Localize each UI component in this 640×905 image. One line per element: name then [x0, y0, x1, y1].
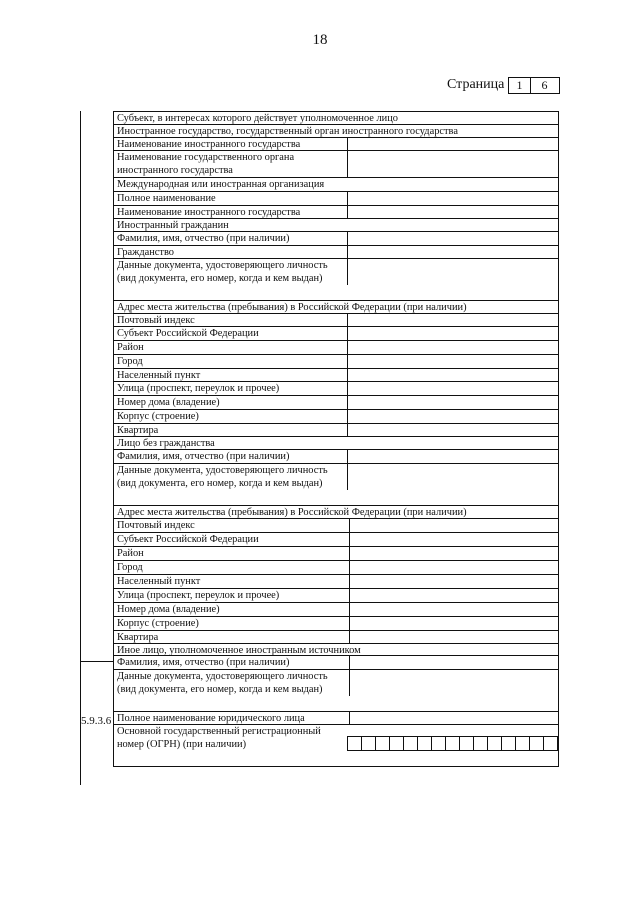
- ogrn-digit-box[interactable]: [487, 736, 502, 751]
- form-row: [113, 313, 559, 326]
- form-row-label: Наименование иностранного государства: [114, 138, 348, 151]
- form-row: [113, 463, 559, 505]
- form-row: [113, 326, 559, 340]
- form-row: [113, 381, 559, 395]
- form-row: [113, 409, 559, 423]
- form-row-label: Корпус (строение): [114, 617, 350, 630]
- form-row-label: Район: [114, 341, 348, 354]
- ogrn-digit-box[interactable]: [417, 736, 432, 751]
- form-row-label: Фамилия, имя, отчество (при наличии): [114, 232, 348, 245]
- ogrn-digit-box[interactable]: [347, 736, 362, 751]
- form-row-label: Фамилия, имя, отчество (при наличии): [114, 656, 350, 669]
- form-row-label: Номер дома (владение): [114, 603, 350, 616]
- form-row: [113, 532, 559, 546]
- form-row-label: Квартира: [114, 424, 348, 437]
- form-row-label: Улица (проспект, переулок и прочее): [114, 382, 348, 395]
- form-row-label: Иностранный гражданин: [117, 220, 229, 231]
- ogrn-digit-box[interactable]: [361, 736, 376, 751]
- form-row-label: Фамилия, имя, отчество (при наличии): [114, 450, 348, 463]
- page-number: 18: [312, 32, 328, 48]
- ogrn-digit-box[interactable]: [529, 736, 544, 751]
- form-row: [113, 258, 559, 300]
- ogrn-digit-box[interactable]: [473, 736, 488, 751]
- code-divider: [81, 661, 114, 662]
- form-row-label: Наименование иностранного государства: [114, 206, 348, 219]
- form-row: [113, 655, 559, 669]
- form-row: [113, 218, 559, 231]
- form-row: [113, 124, 559, 137]
- page-box-2: 6: [530, 77, 560, 94]
- form-row-label: Полное наименование: [114, 192, 348, 205]
- form-row: [113, 588, 559, 602]
- form-row-label: Населенный пункт: [114, 369, 348, 382]
- form-row: [113, 150, 559, 177]
- form-row-label: Населенный пункт: [114, 575, 350, 588]
- form-row-label: Полное наименование юридического лица: [114, 712, 350, 725]
- form-row: [113, 137, 559, 150]
- form-row-label: Субъект Российской Федерации: [114, 533, 350, 546]
- form-row-label: Город: [114, 355, 348, 368]
- form-row-label: Гражданство: [114, 246, 348, 259]
- form-row: [113, 669, 559, 711]
- form-row: [113, 724, 559, 767]
- code-column: [80, 111, 114, 785]
- form-row-label: Международная или иностранная организация: [117, 179, 325, 190]
- ogrn-digit-box[interactable]: [445, 736, 460, 751]
- form-row-label: Данные документа, удостоверяющего личность (вид документа, его номер, когда и кем выдан): [114, 259, 348, 285]
- form-row: [113, 340, 559, 354]
- form-row: [113, 354, 559, 368]
- form-row: [113, 436, 559, 449]
- form-row: [113, 711, 559, 724]
- ogrn-boxes[interactable]: [348, 736, 558, 751]
- ogrn-digit-box[interactable]: [431, 736, 446, 751]
- ogrn-digit-box[interactable]: [515, 736, 530, 751]
- ogrn-digit-box[interactable]: [543, 736, 558, 751]
- form-row-label: Адрес места жительства (пребывания) в Российской Федерации (при наличии): [117, 302, 467, 313]
- form-row-label: Корпус (строение): [114, 410, 348, 423]
- form-row-label: Иностранное государство, государственный орган иностранного государства: [117, 126, 458, 137]
- form-row-label: Город: [114, 561, 350, 574]
- form-row-label: Почтовый индекс: [114, 314, 348, 327]
- form-row-label: Данные документа, удостоверяющего личность (вид документа, его номер, когда и кем выдан): [114, 670, 350, 696]
- form-row: [113, 423, 559, 436]
- form-row: [113, 574, 559, 588]
- form-row: [113, 231, 559, 245]
- form-row-label: Лицо без гражданства: [117, 438, 215, 449]
- ogrn-digit-box[interactable]: [501, 736, 516, 751]
- form-row-label: Основной государственный регистрационный номер (ОГРН) (при наличии): [117, 726, 321, 750]
- form-row-label: Район: [114, 547, 350, 560]
- form-row: [113, 177, 559, 191]
- form-row: [113, 643, 559, 655]
- form-row: [113, 630, 559, 643]
- form-rows: [113, 111, 559, 767]
- form-row: [113, 616, 559, 630]
- page-label: Страница: [447, 77, 505, 92]
- form-row-label: Адрес места жительства (пребывания) в Российской Федерации (при наличии): [117, 507, 467, 518]
- form-row: [113, 505, 559, 518]
- form-row: [113, 191, 559, 205]
- form-row: [113, 560, 559, 574]
- form-row: [113, 111, 559, 124]
- form-row-label: Данные документа, удостоверяющего личность (вид документа, его номер, когда и кем выдан): [114, 464, 348, 490]
- form-row: [113, 602, 559, 616]
- form-row-label: Квартира: [114, 631, 350, 644]
- form-row: [113, 546, 559, 560]
- form-row-label: Номер дома (владение): [114, 396, 348, 409]
- page-box-1: 1: [508, 77, 531, 94]
- form-row-label: Улица (проспект, переулок и прочее): [114, 589, 350, 602]
- ogrn-digit-box[interactable]: [459, 736, 474, 751]
- form-row: [113, 449, 559, 463]
- form-row-label: Иное лицо, уполномоченное иностранным источником: [117, 645, 361, 656]
- section-code: 5.9.3.6: [81, 715, 112, 727]
- ogrn-digit-box[interactable]: [403, 736, 418, 751]
- form-row: [113, 395, 559, 409]
- form-row-label: Субъект, в интересах которого действует уполномоченное лицо: [117, 113, 398, 124]
- form-row-label: Субъект Российской Федерации: [114, 327, 348, 340]
- form-row: [113, 518, 559, 532]
- ogrn-digit-box[interactable]: [375, 736, 390, 751]
- form-row: [113, 368, 559, 381]
- ogrn-digit-box[interactable]: [389, 736, 404, 751]
- form-row-label: Наименование государственного органа иностранного государства: [114, 151, 348, 177]
- form-row: [113, 205, 559, 218]
- form-row: [113, 300, 559, 313]
- form-row-label: Почтовый индекс: [114, 519, 350, 532]
- form-row: [113, 245, 559, 258]
